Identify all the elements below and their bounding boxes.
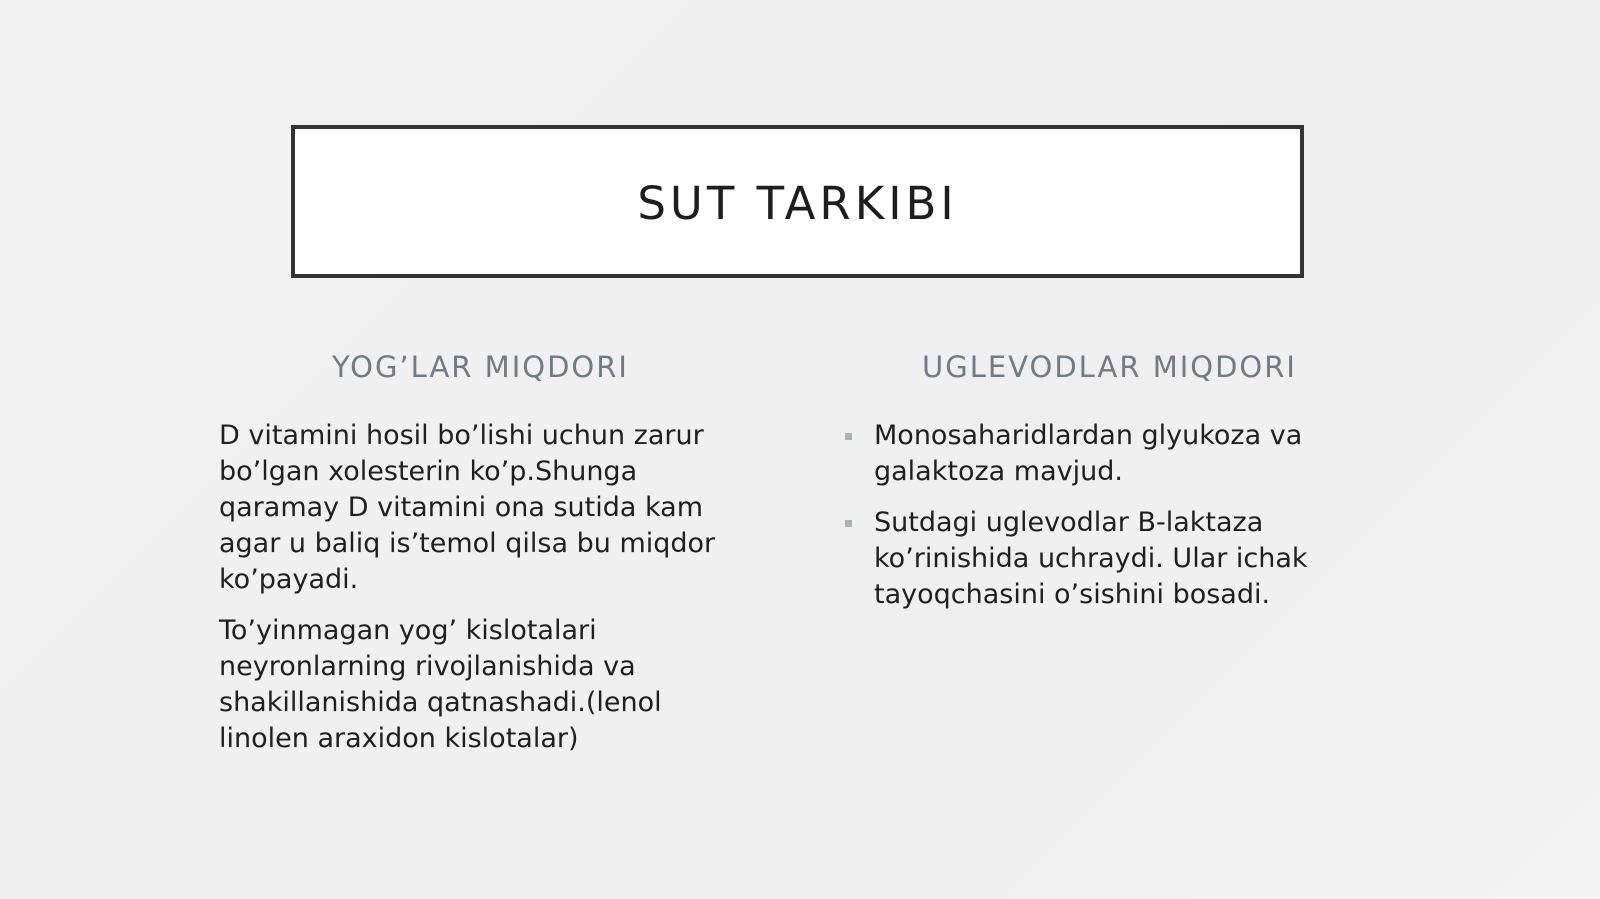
- bullet-icon: [845, 520, 852, 527]
- list-item: [843, 505, 1343, 613]
- paragraph: To’yinmagan yog’ kislotalari neyronlarning rivojlanishida va shakillanishida qatnashadi.(lenol linolen araxidon kislotalar): [219, 615, 662, 754]
- list-item-text: Sutdagi uglevodlar B-laktaza ko’rinishida uchraydi. Ular ichak tayoqchasini o’sishini bosadi.: [874, 507, 1308, 610]
- right-column-body: [843, 418, 1343, 628]
- bullet-icon: [845, 433, 852, 440]
- list-item: [843, 418, 1343, 490]
- bullet-list: [843, 418, 1343, 613]
- paragraph: D vitamini hosil bo’lishi uchun zarur bo’lgan xolesterin ko’p.Shunga qaramay D vitamini ona sutida kam agar u baliq is’temol qilsa bu miqdor ko’payadi.: [219, 420, 716, 595]
- slide-title: SUT TARKIBI: [637, 177, 958, 230]
- right-column-heading: UGLEVODLAR MIQDORI: [922, 350, 1297, 384]
- left-column-heading: YOG’LAR MIQDORI: [332, 350, 629, 384]
- list-item-text: Monosaharidlardan glyukoza va galaktoza mavjud.: [874, 420, 1303, 487]
- left-column-body: [219, 418, 759, 772]
- title-box: [291, 125, 1304, 278]
